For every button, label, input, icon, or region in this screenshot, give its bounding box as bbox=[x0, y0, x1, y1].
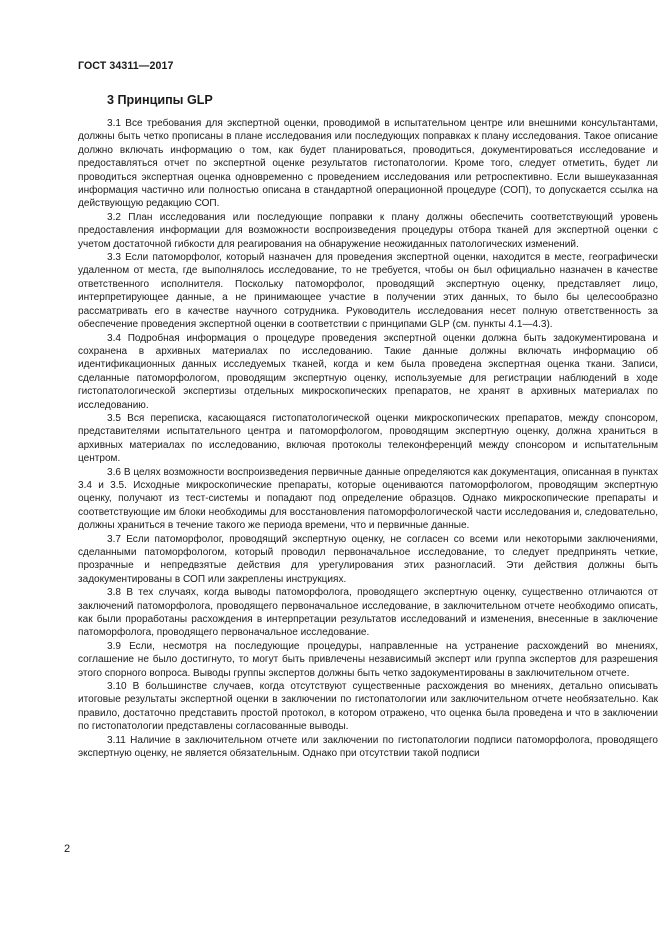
paragraph-3-2: 3.2 План исследования или последующие поправки к плану должны обеспечить соответствующий уровень предоставления информации для возможности воспроизведения процедуры отбора тканей для экспертной оценки с учетом достаточной гибкости для реагирования на обнаружение неожиданных патологических изменений. bbox=[78, 211, 658, 250]
paragraph-3-9: 3.9 Если, несмотря на последующие процедуры, направленные на устранение расхождений во мнениях, соглашение не было достигнуто, то могут быть привлечены независимый эксперт или группа экспертов для разрешения этого спорного вопроса. Выводы группы экспертов должны быть четко задокументированы в заключительном отчете. bbox=[78, 640, 658, 679]
paragraph-3-6: 3.6 В целях возможности воспроизведения первичные данные определяются как документация, описанная в пунктах 3.4 и 3.5. Исходные микроскопические препараты, которые оцениваются патоморфологом, проводящим экспертную оценку, получают из тест-системы и попадают под определение образцов. Однако микроскопические препараты и соответствующие им блоки необходимы для восстановления патоморфологической части исследования и, следовательно, должны храниться в течение такого же периода времени, что и первичные данные. bbox=[78, 466, 658, 532]
paragraph-3-4: 3.4 Подробная информация о процедуре проведения экспертной оценки должна быть задокументирована и сохранена в архивных материалах по исследованию. Такие данные должны включать информацию об идентификационных данных исследуемых тканей, когда и кем была проведена экспертная оценка ткани. Записи, сделанные патоморфологом, проводящим экспертную оценку, используемые для регистрации наблюдений в ходе гистопатологической экспертизы отдельных микроскопических препаратов, не хранят в архивных материалах по исследованию. bbox=[78, 332, 658, 411]
page-number: 2 bbox=[64, 843, 71, 855]
standard-code-header: ГОСТ 34311—2017 bbox=[78, 60, 174, 72]
document-body bbox=[78, 117, 658, 761]
paragraph-3-3: 3.3 Если патоморфолог, который назначен для проведения экспертной оценки, находится в месте, географически удаленном от места, где выполнялось исследование, то не требуется, чтобы он был официально назначен в качестве ответственного исполнителя. Поскольку патоморфолог, проводящий экспертную оценку, представляет лицо, интерпретирующее данные, а не принимающее участие в получении этих данных, то было бы целесообразно рассматривать его в качестве научного сотрудника. Руководитель исследования несет полную ответственность за обеспечение проведения экспертной оценки в соответствии с принципами GLP (см. пункты 4.1—4.3). bbox=[78, 252, 658, 331]
paragraph-3-10: 3.10 В большинстве случаев, когда отсутствуют существенные расхождения во мнениях, детально описывать итоговые результаты экспертной оценки в заключении по гистопатологии или заключительном отчете необязательно. Как правило, достаточно представить простой протокол, в котором отражено, что оценка была проведена и что в заключении по гистопатологии представлены согласованные выводы. bbox=[78, 681, 658, 733]
paragraph-3-11: 3.11 Наличие в заключительном отчете или заключении по гистопатологии подписи патоморфолога, проводящего экспертную оценку, не является обязательным. Однако при отсутствии такой подписи bbox=[78, 734, 658, 760]
paragraph-3-8: 3.8 В тех случаях, когда выводы патоморфолога, проводящего экспертную оценку, существенно отличаются от заключений патоморфолога, проводящего первоначальное исследование, в заключительном отчете необходимо описать, как были проработаны расхождения в интерпретации результатов исследований и изменения, внесенные в заключение патоморфолога, проводящего первоначальное исследование. bbox=[78, 587, 658, 639]
section-title: 3 Принципы GLP bbox=[107, 93, 213, 107]
paragraph-3-1: 3.1 Все требования для экспертной оценки, проводимой в испытательном центре или внешними консультантами, должны быть четко прописаны в плане исследования или последующих поправках к плану исследования. Такое описание должно включать информацию о том, как будет планироваться, проводиться, документироваться исследование и предоставляться отчет по экспертной оценке результатов гистопатологии. Кроме того, следует отметить, будет ли проводиться экспертная оценка одновременно с проведением исследования или ретроспективно. Если вышеуказанная информация частично или полностью описана в стандартной операционной процедуре (СОП), то допускается ссылка на действующую редакцию СОП. bbox=[78, 118, 658, 210]
paragraph-3-5: 3.5 Вся переписка, касающаяся гистопатологической оценки микроскопических препаратов, между спонсором, представителями испытательного центра и патоморфологом, проводящим экспертную оценку, должна храниться в архивных материалах по исследованию, включая протоколы телеконференций между спонсором и испытательным центром. bbox=[78, 412, 658, 465]
paragraph-3-7: 3.7 Если патоморфолог, проводящий экспертную оценку, не согласен со всеми или некоторыми заключениями, сделанными патоморфологом, который проводил первоначальное исследование, то следует предпринять четкие, прозрачные и непредвзятые действия для урегулирования этих разногласий. Эти действия должны быть задокументированы в СОП или закреплены инструкциях. bbox=[78, 533, 658, 585]
